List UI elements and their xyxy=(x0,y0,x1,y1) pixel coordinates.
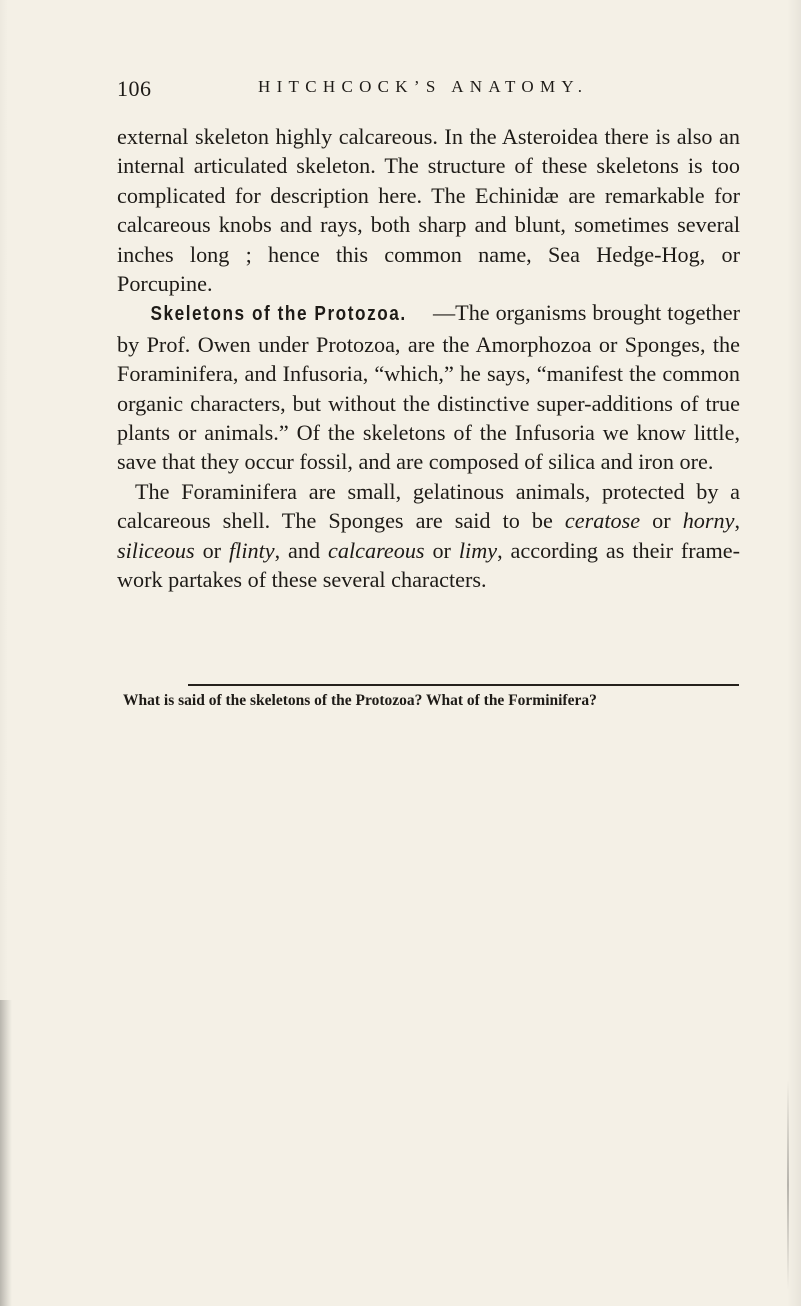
paragraph-foraminifera-sponges xyxy=(117,477,740,595)
sponge-text-e: , and xyxy=(274,537,329,563)
sponge-text-c: , xyxy=(734,508,741,534)
term-siliceous: siliceous xyxy=(117,537,195,563)
running-head: HITCHCOCK’S ANATOMY. xyxy=(258,77,589,96)
paragraph-protozoa-text: —The organisms brought together by Prof. Owen under Protozoa, are the Amorphozoa or Sponges, the Foraminifera, and Infusoria, “which,” he says, “manifest the common organic characters, but without the distinctive super-additions of true plants or animals.” Of the skeletons of the Infusoria we know little, save that they occur fossil, and are composed of silica and iron ore. xyxy=(117,300,740,475)
term-ceratose: ceratose xyxy=(564,508,641,534)
page-edge-shadow xyxy=(787,1080,789,1290)
body-text xyxy=(117,122,740,595)
sponge-text-a: The Foraminifera are small, gelatinous animals, protected by a calcareous shell. The Sponges are said to be xyxy=(117,478,740,534)
section-heading-protozoa: Skeletons of the Protozoa. xyxy=(150,303,407,326)
paragraph-echinoderm-skeletons: external skeleton highly calcareous. In the Asteroidea there is also an internal articulated skeleton. The structure of these skeletons is too complicated for description here. The Echinidæ are remarkable for calcareous knobs and rays, both sharp and blunt, sometimes several inches long ; hence this common name, Sea Hedge-Hog, or Porcupine. xyxy=(117,124,740,297)
term-horny: horny xyxy=(682,508,735,534)
sponge-text-f: or xyxy=(424,537,459,563)
binding-shadow xyxy=(0,1000,12,1306)
paragraph-protozoa-skeletons xyxy=(117,298,740,476)
sponge-text-d: or xyxy=(194,537,229,563)
term-calcareous: calcareous xyxy=(328,537,425,563)
sponge-text-b: or xyxy=(640,508,683,534)
page-number: 106 xyxy=(117,76,152,101)
study-question: What is said of the skeletons of the Protozoa? What of the Forminifera? xyxy=(123,692,597,709)
sponge-text-g: , according as their frame-work partakes of these several characters. xyxy=(117,537,741,593)
term-flinty: flinty xyxy=(228,537,275,563)
page-header xyxy=(117,76,747,106)
term-limy: limy xyxy=(458,537,498,563)
footnote-divider xyxy=(188,684,739,686)
